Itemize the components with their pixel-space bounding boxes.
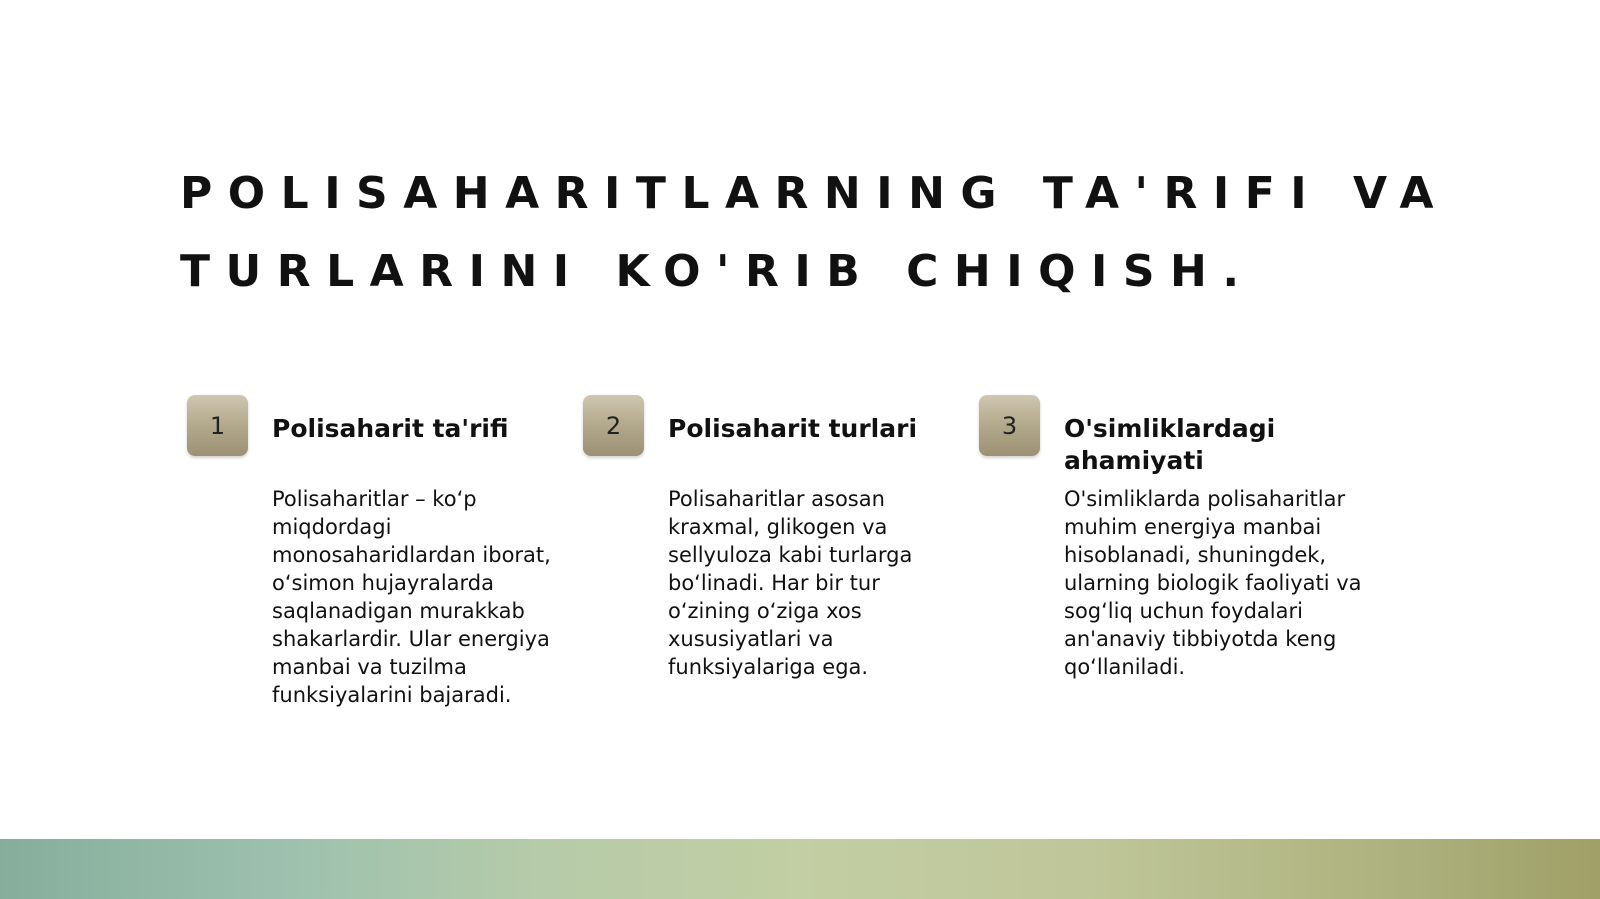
step-number-badge-1: 1 <box>187 395 248 456</box>
step-title-1: Polisaharit ta'rifi <box>272 414 509 443</box>
step-title-2: Polisaharit turlari <box>668 414 918 443</box>
step-item-3 <box>979 395 1362 735</box>
step-text-3: O'simliklarda polisaharitlar muhim energiya manbai hisoblanadi, shuningdek, ularning biologik faoliyati va sog‘liq uchun foydalari an'anaviy tibbiyotda keng qo‘llaniladi. <box>1064 487 1362 679</box>
step-text-1: Polisaharitlar – ko‘p miqdordagi monosaharidlardan iborat, o‘simon hujayralarda saqlanadigan murakkab shakarlardir. Ular energiya manbai va tuzilma funksiyalarini bajaradi. <box>272 487 551 707</box>
slide-title-line-1: POLISAHARITLARNING TA'RIFI VA <box>180 168 1450 219</box>
decorative-bottom-band <box>0 839 1600 899</box>
slide-title <box>180 155 1480 311</box>
step-item-1 <box>187 395 567 735</box>
step-number-badge-2: 2 <box>583 395 644 456</box>
slide-title-line-2: TURLARINI KO'RIB CHIQISH. <box>180 246 1255 297</box>
step-title-3: O'simliklardagi ahamiyati <box>1064 414 1276 475</box>
step-text-2: Polisaharitlar asosan kraxmal, glikogen va sellyuloza kabi turlarga bo‘linadi. Har bir tur o‘zining o‘ziga xos xususiyatlari va funksiyalariga ega. <box>668 487 913 679</box>
step-item-2 <box>583 395 963 735</box>
step-number-badge-3: 3 <box>979 395 1040 456</box>
